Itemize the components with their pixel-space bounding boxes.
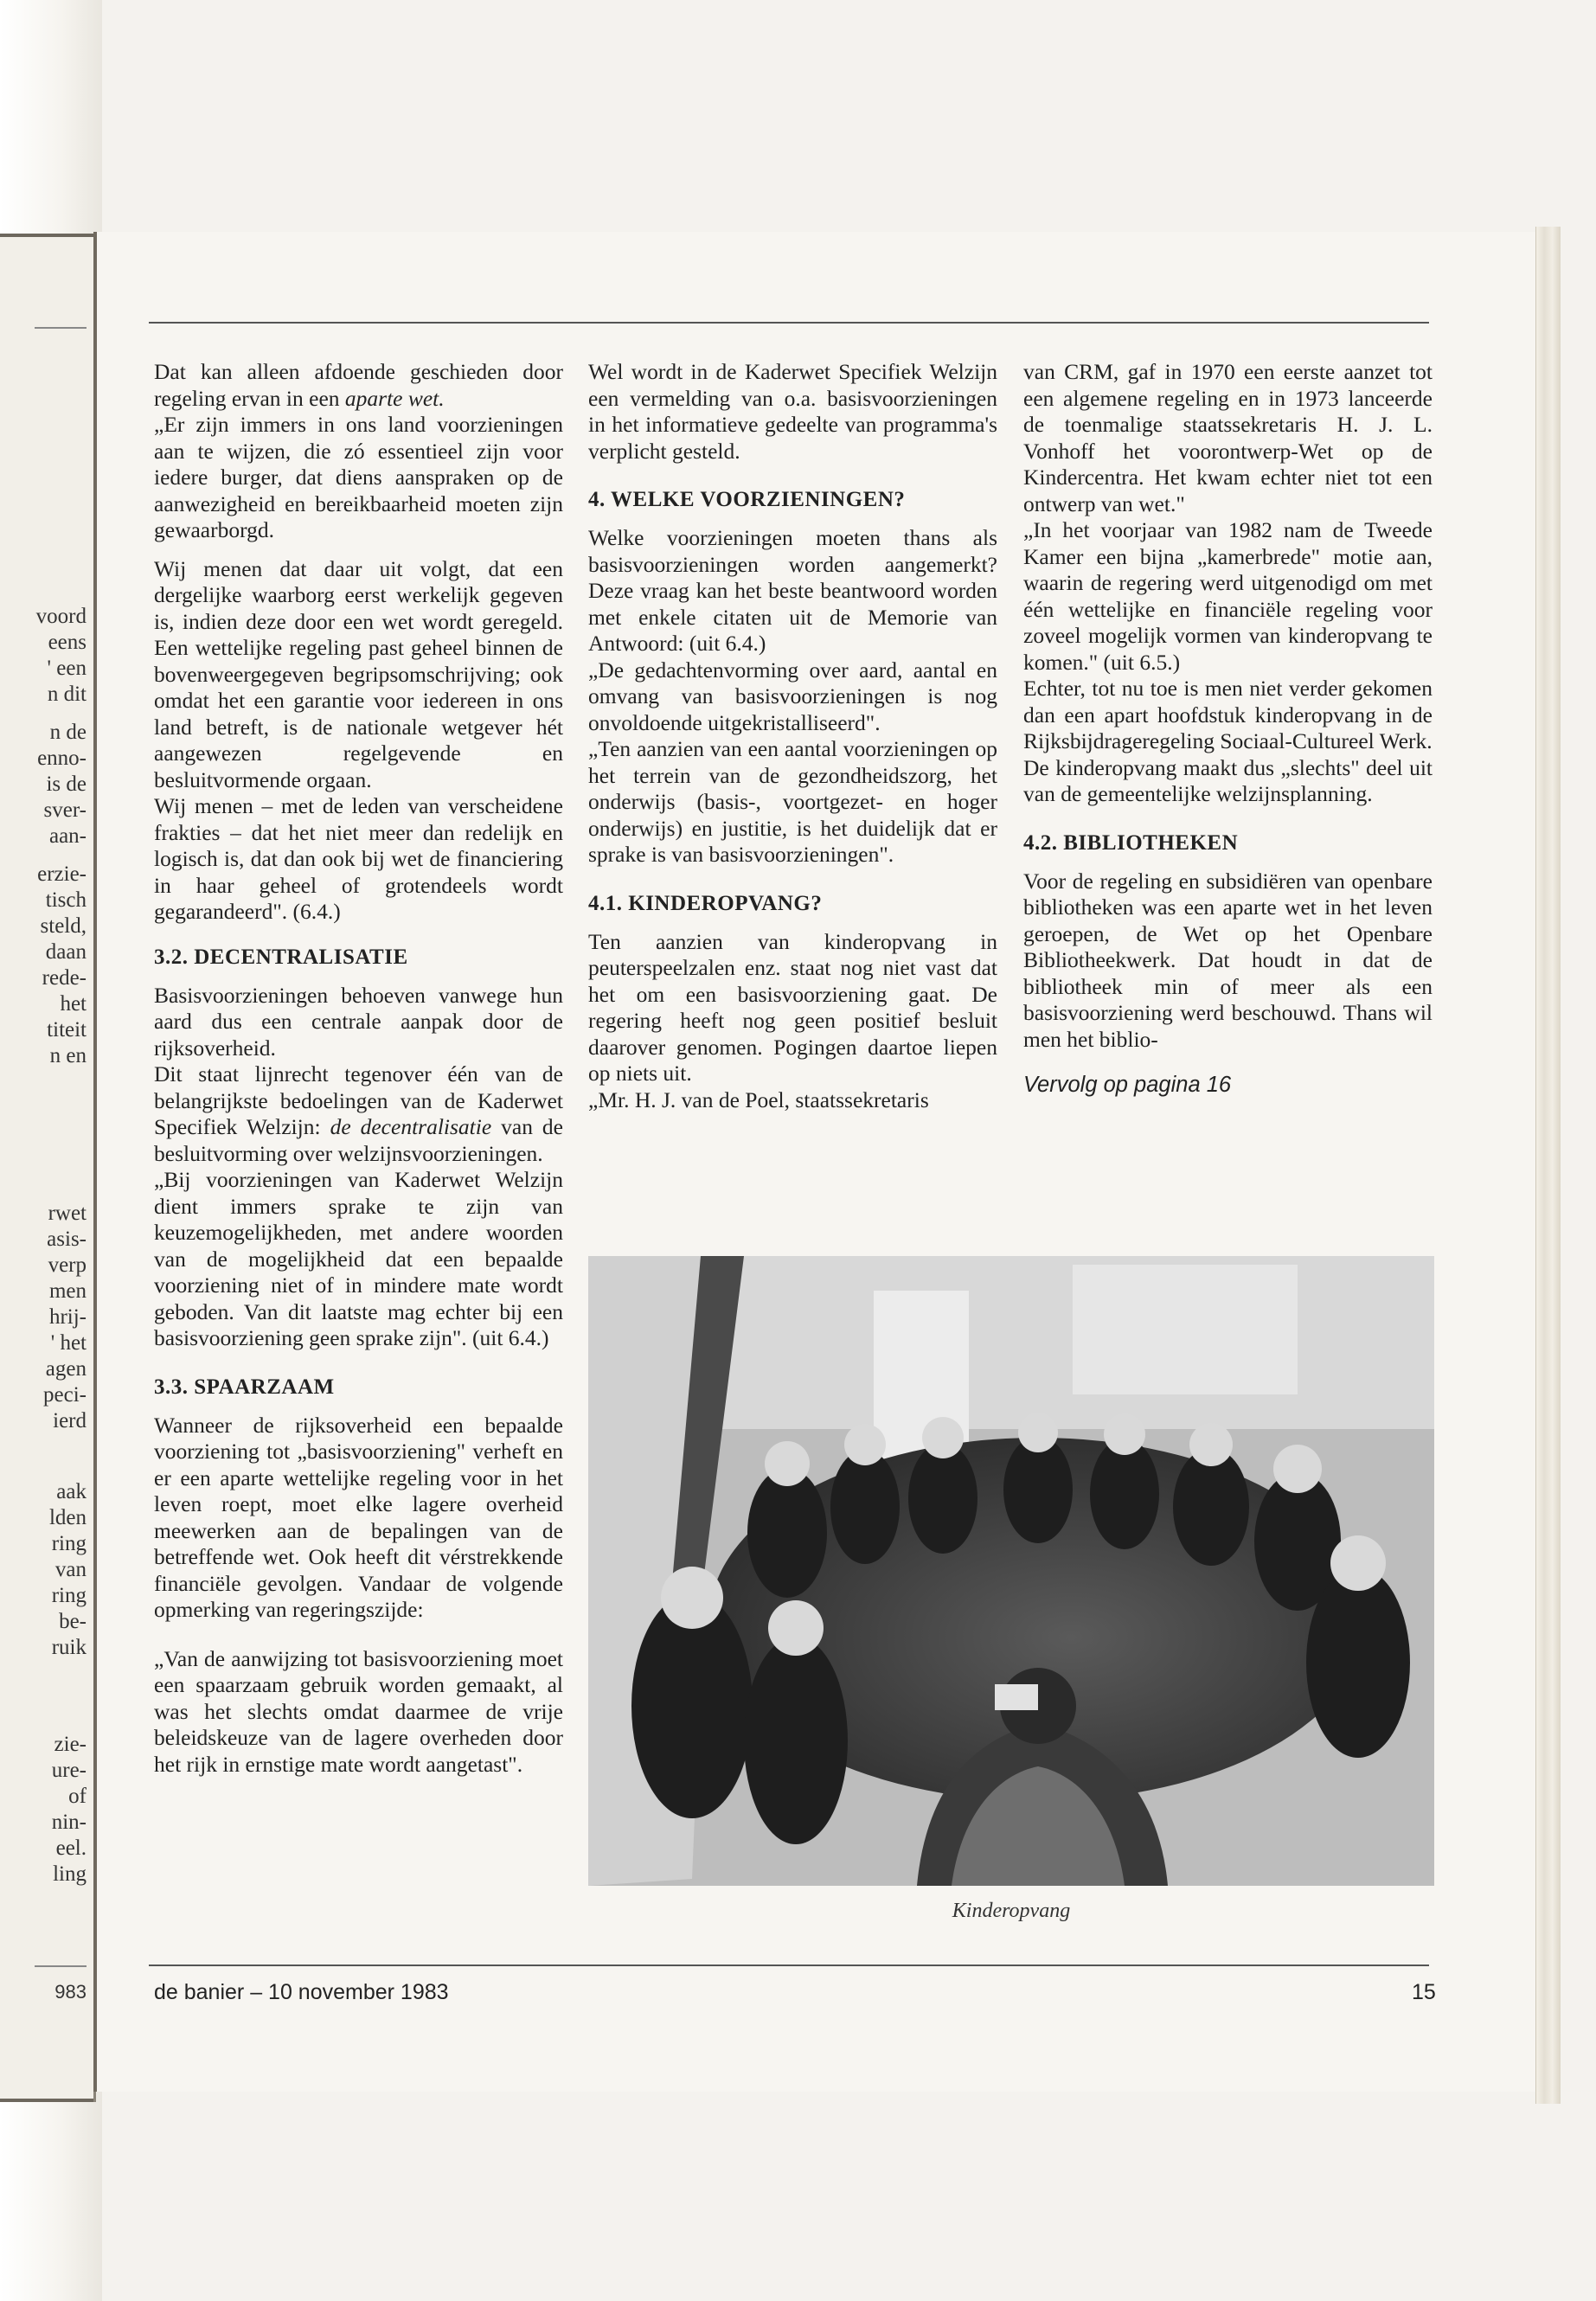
bottom-rule bbox=[149, 1965, 1429, 1966]
text: Dit staat lijnrecht tegenover één van de belangrijkste bedoelingen van de Kaderwet Specifiek Welzijn: bbox=[154, 1061, 563, 1139]
prev-fragment: rwet bbox=[48, 1202, 87, 1225]
footer-publication: de banier – 10 november 1983 bbox=[154, 1980, 449, 2004]
prev-fragment: erzie- bbox=[37, 862, 87, 886]
kinderopvang-photo bbox=[588, 1256, 1434, 1886]
prev-fragment: of bbox=[68, 1785, 87, 1808]
emphasis: de decentralisatie bbox=[330, 1114, 492, 1139]
text: van de besluitvorming over welzijnsvoorzieningen. bbox=[154, 1114, 564, 1166]
prev-fragment: ' het bbox=[50, 1331, 87, 1355]
prev-fragment: asis- bbox=[47, 1227, 87, 1251]
prev-page-rule bbox=[35, 327, 87, 329]
paragraph: Wij menen – met de leden van verscheidene frakties – dat het niet meer dan redelijk en logisch is, dat dan ook bij wet de financiering in haar geheel of grotendeels wordt gegarandeerd". (6.4.) bbox=[154, 793, 563, 924]
paragraph bbox=[154, 1061, 563, 1167]
paragraph: „Ten aanzien van een aantal voorzieningen op het terrein van de gezondheidszorg, het onderwijs (basis-, voortgezet- en hoger onderwijs) en justitie, is het duidelijk dat er sprake is van basisvoorzieningen". bbox=[588, 736, 997, 867]
prev-fragment: hrij- bbox=[48, 1305, 87, 1329]
prev-fragment: ring bbox=[51, 1532, 87, 1555]
prev-fragment: men bbox=[48, 1279, 87, 1303]
prev-fragment: daan bbox=[45, 940, 87, 964]
prev-fragment: n de bbox=[49, 721, 87, 744]
prev-page-footer: 983 bbox=[54, 1981, 87, 2003]
top-rule bbox=[149, 322, 1429, 324]
prev-fragment: het bbox=[60, 992, 87, 1016]
section-heading-welke-voorzieningen: 4. WELKE VOORZIENINGEN? bbox=[588, 488, 906, 511]
prev-fragment: verp bbox=[48, 1253, 87, 1277]
prev-fragment: eens bbox=[48, 631, 87, 654]
prev-fragment: aak bbox=[56, 1480, 87, 1503]
prev-fragment: tisch bbox=[45, 888, 87, 912]
prev-fragment: n en bbox=[49, 1044, 87, 1067]
prev-fragment: lden bbox=[48, 1506, 87, 1529]
section-heading-decentralisatie: 3.2. DECENTRALISATIE bbox=[154, 945, 408, 969]
paragraph: „In het voorjaar van 1982 nam de Tweede Kamer een bijna „kamerbrede" motie aan, waarin de regering werd uitgenodigd om met één wettelijke en financiële regeling voor zoveel mogelijk vormen van kinderopvang te komen." (uit 6.5.) bbox=[1023, 517, 1433, 675]
paragraph: „Bij voorzieningen van Kaderwet Welzijn dient immers sprake te zijn van keuzemogelijkheden, met andere woorden van de mogelijkheid dat een bepaalde voorziening niet of in mindere mate wordt geboden. Van dit laatste mag echter bij een basisvoorziening geen sprake zijn". (uit 6.4.) bbox=[154, 1167, 563, 1350]
paragraph: De kinderopvang maakt dus „slechts" deel uit van de gemeentelijke welzijnsplanning. bbox=[1023, 754, 1433, 806]
prev-fragment: steld, bbox=[40, 914, 87, 938]
prev-fragment: ling bbox=[53, 1862, 87, 1886]
prev-fragment: eel. bbox=[55, 1836, 87, 1860]
paragraph: Ten aanzien van kinderopvang in peuterspeelzalen enz. staat nog niet vast dat het om een basisvoorziening gaat. De regering heeft nog geen positief besluit daarover genomen. Pogingen daartoe liepen op niets uit. bbox=[588, 928, 997, 1086]
prev-fragment: ure- bbox=[51, 1759, 87, 1782]
photo-illustration bbox=[588, 1256, 1434, 1886]
prev-fragment: ierd bbox=[53, 1409, 87, 1433]
paragraph: „Mr. H. J. van de Poel, staatssekretaris bbox=[588, 1086, 929, 1112]
paragraph: „De gedachtenvorming over aard, aantal en omvang van basisvoorzieningen is nog onvoldoende uitgekristalliseerd". bbox=[588, 657, 997, 735]
paragraph: Basisvoorzieningen behoeven vanwege hun aard dus een centrale aanpak door de rijksoverheid. bbox=[154, 982, 563, 1061]
photo-caption: Kinderopvang bbox=[952, 1900, 1071, 1922]
prev-fragment: aan- bbox=[48, 824, 87, 848]
paragraph: Voor de regeling en subsidiëren van openbare bibliotheken was een aparte wet in het leven geroepen, de Wet op het Openbare Bibliotheekwerk. Dat houdt in dat de bibliotheek min of meer als een basisvoorziening werd beschouwd. Thans wil men het biblio- bbox=[1023, 868, 1433, 1052]
paragraph bbox=[154, 359, 563, 412]
prev-fragment: be- bbox=[59, 1610, 87, 1633]
prev-fragment: titeit bbox=[47, 1018, 87, 1042]
paragraph: „Er zijn immers in ons land voorzieningen aan te wijzen, die zó essentieel zijn voor iedere burger, dat diens aanspraken op de aanwezigheid en bereikbaarheid moeten zijn gewaarborgd. bbox=[154, 412, 563, 542]
prev-fragment: zie- bbox=[54, 1733, 87, 1756]
text: Dat kan alleen afdoende geschieden door regeling ervan in een bbox=[154, 359, 563, 411]
emphasis: aparte wet. bbox=[344, 385, 445, 411]
prev-page-bottom-rule bbox=[35, 1965, 87, 1967]
paragraph: Wij menen dat daar uit volgt, dat een dergelijke waarborg eerst werkelijk gegeven is, indien deze door een wet wordt geregeld. Een wettelijke regeling past geheel binnen de bovenweergegeven begripsomschrijving; ook omdat het een garantie voor iedereen in ons land betreft, is de nationale wetgever hét aangewezen regelgevende en besluitvormende orgaan. bbox=[154, 555, 563, 792]
previous-page-edge bbox=[0, 234, 96, 2102]
continued-note: Vervolg op pagina 16 bbox=[1023, 1073, 1232, 1097]
prev-fragment: is de bbox=[46, 772, 87, 796]
paragraph: Echter, tot nu toe is men niet verder gekomen dan een apart hoofdstuk kinderopvang in de Rijksbijdrageregeling Sociaal-Cultureel Werk. bbox=[1023, 676, 1433, 753]
paragraph: Wel wordt in de Kaderwet Specifiek Welzijn een vermelding van o.a. basisvoorzieningen in het informatieve gedeelte van programma's verplicht gesteld. bbox=[588, 359, 997, 464]
paragraph: van CRM, gaf in 1970 een eerste aanzet tot een algemene regeling en in 1973 lanceerde de toenmalige staatssekretaris H. J. L. Vonhoff het voorontwerp-Wet op de Kindercentra. Het kwam echter niet tot een ontwerp van wet." bbox=[1023, 359, 1433, 516]
prev-page-bottom-edge bbox=[0, 2099, 93, 2102]
page-number: 15 bbox=[1412, 1980, 1436, 2004]
prev-fragment: voord bbox=[35, 605, 87, 628]
column-1 bbox=[154, 359, 563, 1778]
prev-fragment: ring bbox=[51, 1584, 87, 1607]
prev-fragment: peci- bbox=[43, 1383, 87, 1407]
column-2 bbox=[588, 359, 997, 1113]
prev-fragment: sver- bbox=[43, 798, 87, 822]
prev-fragment: nin- bbox=[51, 1811, 87, 1834]
paragraph: Welke voorzieningen moeten thans als basisvoorzieningen worden aangemerkt? Deze vraag kan het beste beantwoord worden met enkele citaten uit de Memorie van Antwoord: (uit 6.4.) bbox=[588, 525, 997, 656]
prev-fragment: ruik bbox=[51, 1636, 87, 1659]
prev-fragment: ' een bbox=[47, 657, 87, 680]
section-heading-bibliotheken: 4.2. BIBLIOTHEKEN bbox=[1023, 830, 1239, 855]
page-stack-edge bbox=[1535, 227, 1561, 2104]
section-heading-kinderopvang: 4.1. KINDEROPVANG? bbox=[588, 891, 823, 915]
prev-page-top-rule bbox=[0, 234, 93, 237]
prev-fragment: agen bbox=[45, 1357, 87, 1381]
prev-fragment: van bbox=[54, 1558, 87, 1581]
paragraph: Wanneer de rijksoverheid een bepaalde voorziening tot „basisvoorziening" verheft en er een aparte wettelijke regeling voor in het leven roept, moet elke lagere overheid meewerken aan de bepalingen van de betreffende wet. Ook heeft dit vérstrekkende financiële gevolgen. Vandaar de volgende opmerking van regeringszijde: bbox=[154, 1412, 563, 1622]
paragraph: „Van de aanwijzing tot basisvoorziening moet een spaarzaam gebruik worden gemaakt, al was het slechts omdat daarmee de vrije beleidskeuze van de lagere overheden door het rijk in ernstige mate wordt aangetast". bbox=[154, 1645, 563, 1777]
prev-fragment: enno- bbox=[37, 747, 87, 770]
prev-fragment: n dit bbox=[47, 683, 87, 706]
section-heading-spaarzaam: 3.3. SPAARZAAM bbox=[154, 1375, 335, 1399]
column-3 bbox=[1023, 359, 1433, 1099]
prev-fragment: rede- bbox=[42, 966, 87, 990]
